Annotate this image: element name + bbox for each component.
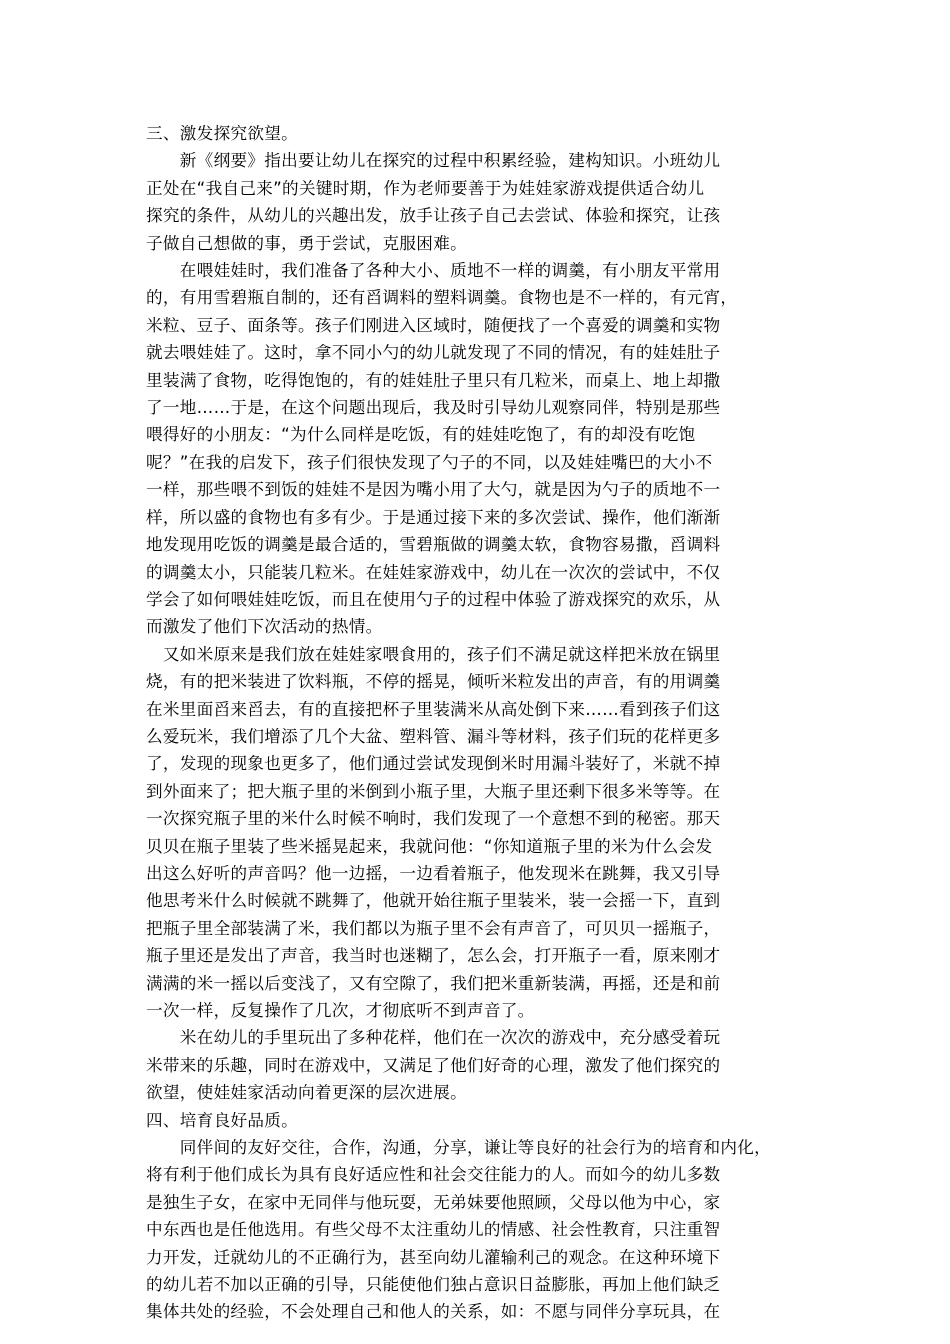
text-line: 新《纲要》指出要让幼儿在探究的过程中积累经验，建构知识。小班幼儿 [146, 151, 721, 171]
text-line: 出这么好听的声音吗？他一边摇，一边看着瓶子，他发现米在跳舞，我又引导 [146, 863, 721, 883]
section-3-paragraph-3 [146, 641, 804, 1025]
text-line: 地发现用吃饭的调羹是最合适的，雪碧瓶做的调羹太软，食物容易撒，舀调料 [146, 535, 721, 555]
text-line: 而激发了他们下次活动的热情。 [146, 617, 383, 637]
section-3-paragraph-1 [146, 147, 804, 257]
text-line: 米在幼儿的手里玩出了多种花样，他们在一次次的游戏中，充分感受着玩 [146, 1028, 721, 1048]
section-4-heading: 四、培育良好品质。 [146, 1110, 299, 1130]
text-line: 烧，有的把米装进了饮料瓶，不停的摇晃，倾听米粒发出的声音，有的用调羹 [146, 672, 721, 692]
text-line: 米带来的乐趣，同时在游戏中，又满足了他们好奇的心理，激发了他们探究的 [146, 1055, 721, 1075]
text-line: 子做自己想做的事，勇于尝试，克服困难。 [146, 233, 467, 253]
text-line: 又如米原来是我们放在娃娃家喂食用的，孩子们不满足就这样把米放在锅里 [146, 644, 721, 664]
text-line: 就去喂娃娃了。这时，拿不同小勺的幼儿就发现了不同的情况，有的娃娃肚子 [146, 343, 721, 363]
text-line: 了一地……于是，在这个问题出现后，我及时引导幼儿观察同伴，特别是那些 [146, 398, 721, 418]
text-line: 是独生子女，在家中无同伴与他玩耍，无弟妹要他照顾，父母以他为中心，家 [146, 1192, 721, 1212]
text-line: 的，有用雪碧瓶自制的，还有舀调料的塑料调羹。食物也是不一样的，有元宵， [146, 288, 738, 308]
section-3-paragraph-2 [146, 257, 804, 641]
document-page [146, 120, 804, 1326]
text-line: 在喂娃娃时，我们准备了各种大小、质地不一样的调羹，有小朋友平常用 [146, 261, 721, 281]
text-line: 他思考米什么时候就不跳舞了，他就开始往瓶子里装米，装一会摇一下，直到 [146, 891, 721, 911]
text-line: 瓶子里还是发出了声音，我当时也迷糊了，怎么会，打开瓶子一看，原来刚才 [146, 946, 721, 966]
text-line: 学会了如何喂娃娃吃饭，而且在使用勺子的过程中体验了游戏探究的欢乐，从 [146, 589, 721, 609]
text-line: 里装满了食物，吃得饱饱的，有的娃娃肚子里只有几粒米，而桌上、地上却撒 [146, 370, 721, 390]
text-line: 力开发，迁就幼儿的不正确行为，甚至向幼儿灌输利己的观念。在这种环境下 [146, 1247, 721, 1267]
text-line: 探究的条件，从幼儿的兴趣出发，放手让孩子自己去尝试、体验和探究，让孩 [146, 206, 721, 226]
text-line: 的调羹太小，只能装几粒米。在娃娃家游戏中，幼儿在一次次的尝试中，不仅 [146, 562, 721, 582]
text-line: 集体共处的经验，不会处理自己和他人的关系，如：不愿与同伴分享玩具，在 [146, 1302, 721, 1322]
text-line: 满满的米一摇以后变浅了，又有空隙了，我们把米重新装满，再摇，还是和前 [146, 973, 721, 993]
text-line: 一次一样，反复操作了几次，才彻底听不到声音了。 [146, 1001, 535, 1020]
section-3-paragraph-4 [146, 1024, 804, 1106]
text-line: 一样，那些喂不到饭的娃娃不是因为嘴小用了大勺，就是因为勺子的质地不一 [146, 480, 721, 500]
text-line: 一次探究瓶子里的米什么时候不响时，我们发现了一个意想不到的秘密。那天 [146, 809, 721, 829]
text-line: 到外面来了；把大瓶子里的米倒到小瓶子里，大瓶子里还剩下很多米等等。在 [146, 781, 721, 801]
text-line: 米粒、豆子、面条等。孩子们刚进入区域时，随便找了一个喜爱的调羹和实物 [146, 315, 721, 335]
text-line: 将有利于他们成长为具有良好适应性和社会交往能力的人。而如今的幼儿多数 [146, 1165, 721, 1185]
text-line: 贝贝在瓶子里装了些米摇晃起来，我就问他：“你知道瓶子里的米为什么会发 [146, 836, 713, 856]
text-line: 中东西也是任他选用。有些父母不太注重幼儿的情感、社会性教育，只注重智 [146, 1220, 721, 1240]
text-line: 的幼儿若不加以正确的引导，只能使他们独占意识日益膨胀，再加上他们缺乏 [146, 1275, 721, 1295]
text-line: 样，所以盛的食物也有多有少。于是通过接下来的多次尝试、操作，他们渐渐 [146, 507, 721, 527]
text-line: 正处在“我自己来”的关键时期，作为老师要善于为娃娃家游戏提供适合幼儿 [146, 178, 705, 198]
text-line: 了，发现的现象也更多了，他们通过尝试发现倒米时用漏斗装好了，米就不掉 [146, 754, 721, 774]
text-line: 欲望，使娃娃家活动向着更深的层次进展。 [146, 1083, 467, 1103]
text-line: 呢？”在我的启发下，孩子们很快发现了勺子的不同，以及娃娃嘴巴的大小不 [146, 452, 713, 472]
section-3-heading: 三、激发探究欲望。 [146, 124, 299, 143]
text-line: 么爱玩米，我们增添了几个大盆、塑料管、漏斗等材料，孩子们玩的花样更多 [146, 726, 721, 746]
section-4-paragraph-1 [146, 1134, 804, 1326]
text-line: 在米里面舀来舀去，有的直接把杯子里装满米从高处倒下来……看到孩子们这 [146, 699, 721, 719]
text-line: 把瓶子里全部装满了米，我们都以为瓶子里不会有声音了，可贝贝一摇瓶子， [146, 918, 721, 938]
text-line: 同伴间的友好交往，合作，沟通，分享，谦让等良好的社会行为的培育和内化， [146, 1138, 772, 1158]
text-line: 喂得好的小朋友：“为什么同样是吃饭，有的娃娃吃饱了，有的却没有吃饱 [146, 425, 696, 445]
